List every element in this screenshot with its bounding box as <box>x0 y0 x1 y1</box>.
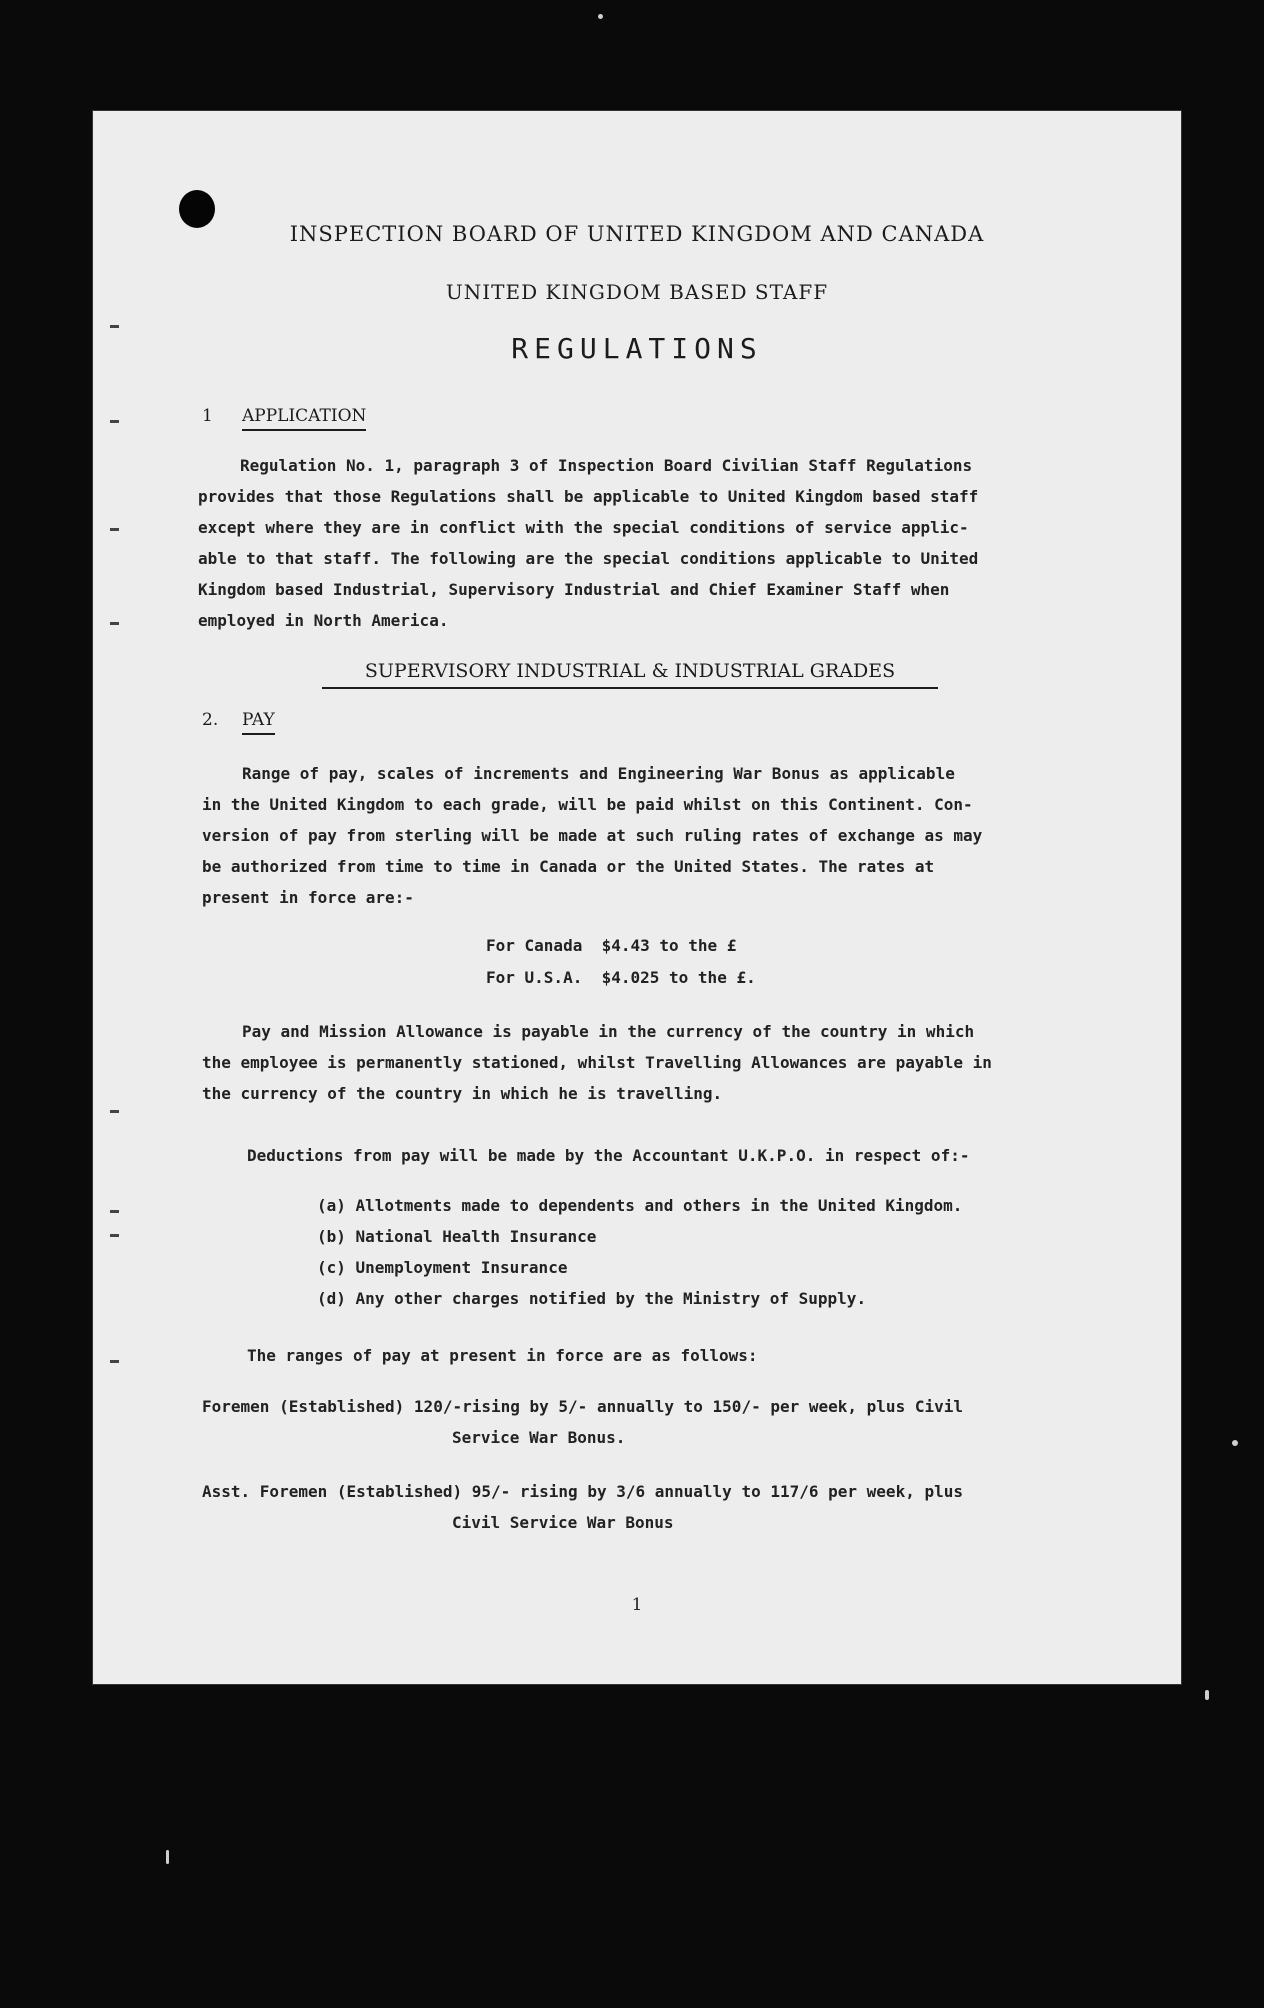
pay-para-line: version of pay from sterling will be made at such ruling rates of exchange as may <box>202 826 983 845</box>
grades-heading: SUPERVISORY INDUSTRIAL & INDUSTRIAL GRADES <box>322 660 938 689</box>
allowance-para-line: Pay and Mission Allowance is payable in the currency of the country in which <box>242 1022 975 1041</box>
section-1-line: provides that those Regulations shall be applicable to United Kingdom based staff <box>198 487 979 506</box>
header-line-1: INSPECTION BOARD OF UNITED KINGDOM AND CANADA <box>289 222 985 246</box>
deduction-item: (c) Unemployment Insurance <box>317 1258 568 1277</box>
section-1-label: APPLICATION <box>242 406 366 431</box>
deduction-item: (d) Any other charges notified by the Ministry of Supply. <box>317 1289 867 1308</box>
exchange-rate-canada: For Canada $4.43 to the £ <box>486 936 737 955</box>
exchange-rate-usa: For U.S.A. $4.025 to the £. <box>486 968 756 987</box>
edge-mark <box>110 420 119 423</box>
pay-range-asst-foremen: Asst. Foremen (Established) 95/- rising by 3/6 annually to 117/6 per week, plus <box>202 1482 963 1501</box>
edge-mark <box>110 1234 119 1237</box>
section-1-line: able to that staff. The following are the special conditions applicable to United <box>198 549 979 568</box>
section-2-number: 2. <box>202 710 219 730</box>
pay-para-line: Range of pay, scales of increments and Engineering War Bonus as applicable <box>242 764 955 783</box>
section-1-number: 1 <box>202 406 213 426</box>
edge-mark <box>110 622 119 625</box>
pay-range-foremen-cont: Service War Bonus. <box>452 1428 626 1447</box>
allowance-para-line: the currency of the country in which he is travelling. <box>202 1084 723 1103</box>
deduction-item: (a) Allotments made to dependents and others in the United Kingdom. <box>317 1196 963 1215</box>
pay-para-line: be authorized from time to time in Canada or the United States. The rates at <box>202 857 935 876</box>
document-title: REGULATIONS <box>511 332 763 365</box>
edge-mark <box>110 1110 119 1113</box>
pay-para-line: in the United Kingdom to each grade, will be paid whilst on this Continent. Con- <box>202 795 973 814</box>
document-page <box>92 110 1182 1685</box>
pay-range-asst-foremen-cont: Civil Service War Bonus <box>452 1513 674 1532</box>
section-2-label: PAY <box>242 710 275 735</box>
edge-mark <box>110 325 119 328</box>
edge-mark <box>110 1360 119 1363</box>
section-2-heading <box>202 710 275 730</box>
allowance-para-line: the employee is permanently stationed, whilst Travelling Allowances are payable in <box>202 1053 992 1072</box>
deductions-intro: Deductions from pay will be made by the Accountant U.K.P.O. in respect of:- <box>247 1146 970 1165</box>
section-1-line: Kingdom based Industrial, Supervisory Industrial and Chief Examiner Staff when <box>198 580 950 599</box>
edge-mark <box>110 528 119 531</box>
section-1-line: employed in North America. <box>198 611 449 630</box>
pay-para-line: present in force are:- <box>202 888 414 907</box>
ranges-intro: The ranges of pay at present in force are as follows: <box>247 1346 758 1365</box>
edge-mark <box>110 1210 119 1213</box>
header-line-2: UNITED KINGDOM BASED STAFF <box>445 280 829 304</box>
deduction-item: (b) National Health Insurance <box>317 1227 597 1246</box>
pay-range-foremen: Foremen (Established) 120/-rising by 5/- annually to 150/- per week, plus Civil <box>202 1397 963 1416</box>
page-number: 1 <box>631 1595 643 1615</box>
section-1-line: except where they are in conflict with the special conditions of service applic- <box>198 518 969 537</box>
section-1-heading <box>202 406 366 426</box>
section-1-line: Regulation No. 1, paragraph 3 of Inspection Board Civilian Staff Regulations <box>240 456 973 475</box>
